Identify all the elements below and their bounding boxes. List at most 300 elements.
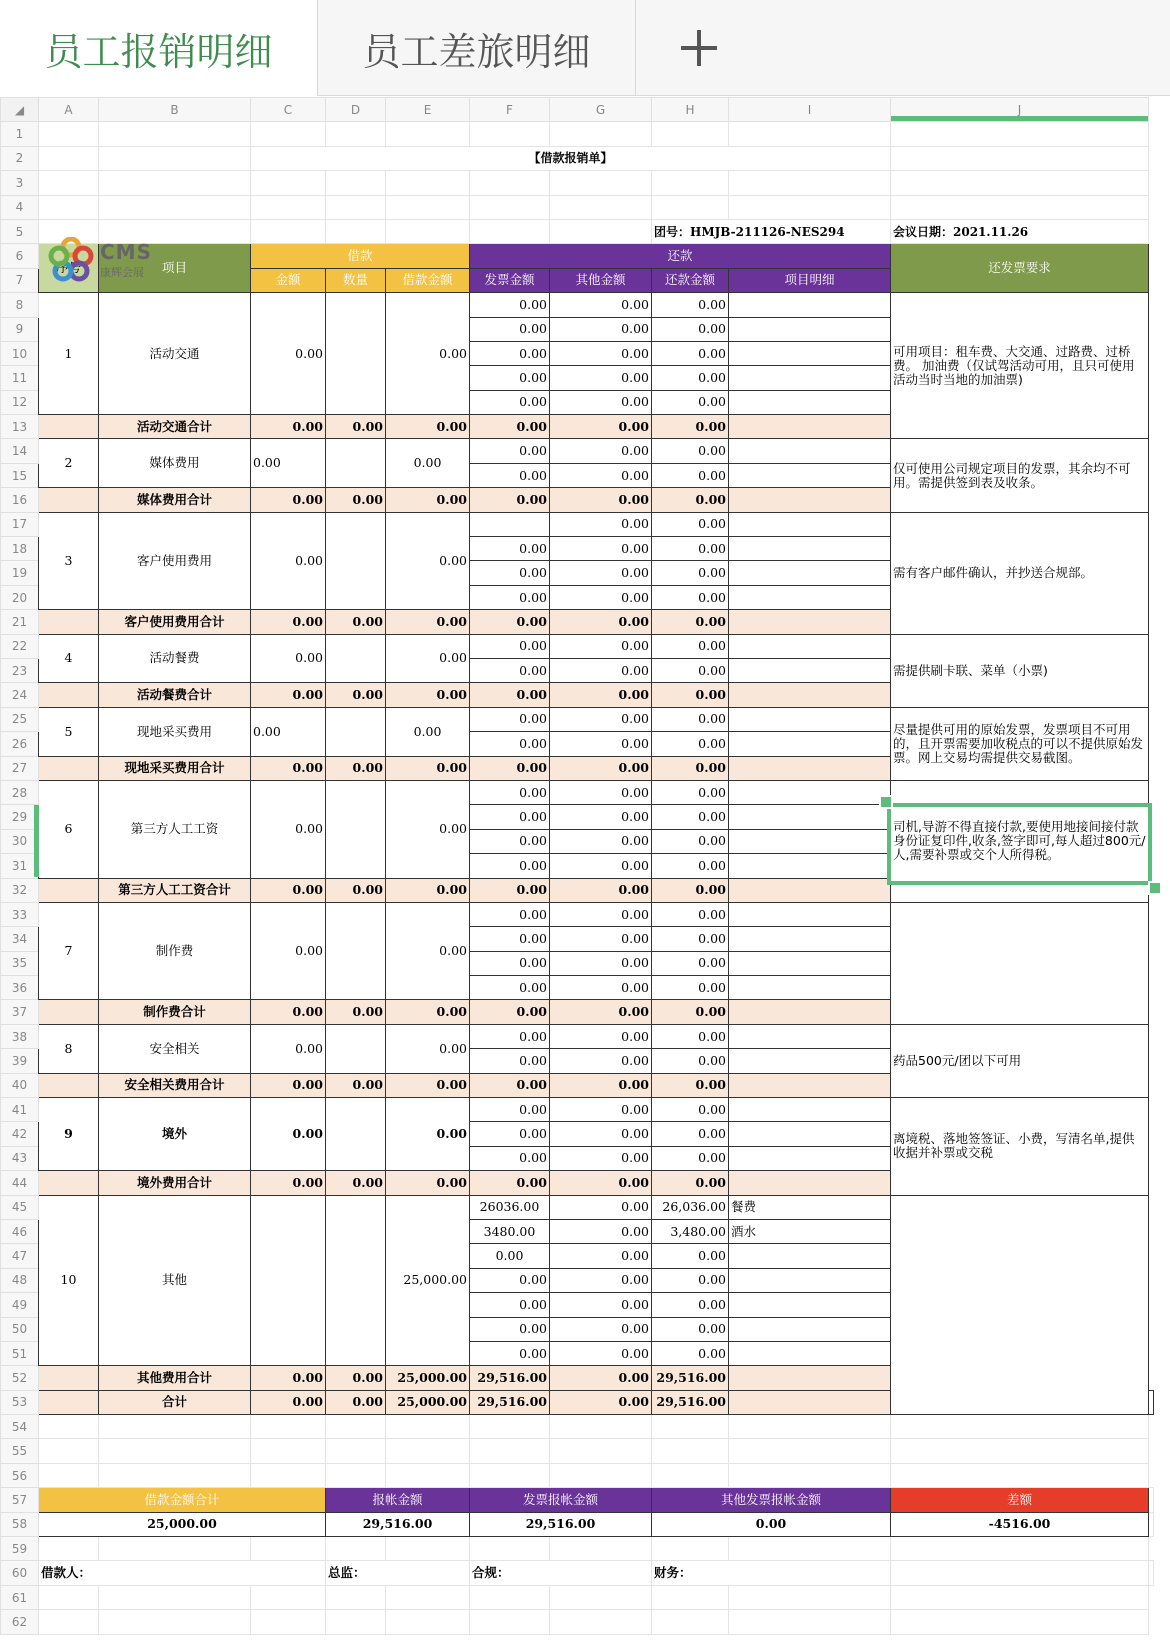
subtotal-value[interactable]: 0.00 <box>251 1000 326 1024</box>
other-amount[interactable]: 0.00 <box>550 732 652 756</box>
borrow-amount-cell[interactable]: 0.00 <box>251 293 326 415</box>
row-number[interactable]: 4 <box>1 195 39 219</box>
row-number[interactable]: 27 <box>1 756 39 780</box>
summary-invoice-header[interactable]: 发票报帐金额 <box>470 1488 652 1512</box>
repay-amount[interactable]: 3,480.00 <box>652 1219 729 1243</box>
cell[interactable] <box>729 1073 891 1097</box>
cell[interactable] <box>39 146 99 170</box>
cell[interactable] <box>729 1439 891 1463</box>
item-detail[interactable] <box>729 780 891 804</box>
row-number[interactable]: 23 <box>1 658 39 682</box>
subtotal-value[interactable]: 0.00 <box>652 610 729 634</box>
grand-total-value[interactable]: 29,516.00 <box>470 1390 550 1414</box>
invoice-amount[interactable]: 0.00 <box>470 1244 550 1268</box>
row-number[interactable]: 29 <box>1 805 39 829</box>
subtotal-label[interactable]: 客户使用费用合计 <box>99 610 251 634</box>
repay-amount[interactable]: 0.00 <box>652 976 729 1000</box>
row-number[interactable]: 41 <box>1 1098 39 1122</box>
item-detail[interactable] <box>729 463 891 487</box>
invoice-amount[interactable] <box>470 512 550 536</box>
invoice-amount[interactable]: 0.00 <box>470 439 550 463</box>
header-borrow[interactable]: 借款 <box>251 244 470 268</box>
column-header-F[interactable]: F <box>470 98 550 122</box>
cell[interactable] <box>729 415 891 439</box>
spreadsheet-grid[interactable] <box>0 97 1170 1646</box>
cell[interactable] <box>39 122 99 146</box>
cell[interactable] <box>39 1073 99 1097</box>
item-name[interactable]: 境外 <box>99 1098 251 1171</box>
other-amount[interactable]: 0.00 <box>550 561 652 585</box>
grand-total-label[interactable]: 合计 <box>99 1390 251 1414</box>
row-number[interactable]: 22 <box>1 634 39 658</box>
row-number[interactable]: 12 <box>1 390 39 414</box>
cell[interactable] <box>729 171 891 195</box>
item-seq[interactable]: 9 <box>39 1098 99 1171</box>
cell[interactable] <box>99 146 251 170</box>
cell[interactable] <box>729 1366 891 1390</box>
subtotal-value[interactable]: 0.00 <box>550 683 652 707</box>
subtotal-value[interactable]: 0.00 <box>251 1366 326 1390</box>
cell[interactable] <box>251 1585 326 1609</box>
summary-reimburse-header[interactable]: 报帐金额 <box>326 1488 470 1512</box>
repay-amount[interactable]: 0.00 <box>652 1317 729 1341</box>
borrow-amount-cell[interactable] <box>251 1195 326 1366</box>
repay-amount[interactable]: 0.00 <box>652 1122 729 1146</box>
cell[interactable] <box>652 1415 729 1439</box>
item-seq[interactable]: 6 <box>39 780 99 878</box>
column-header-J[interactable]: J <box>891 98 1149 122</box>
item-detail[interactable] <box>729 341 891 365</box>
cell[interactable] <box>891 1561 1149 1585</box>
row-number[interactable]: 46 <box>1 1219 39 1243</box>
subtotal-value[interactable]: 0.00 <box>470 488 550 512</box>
item-detail[interactable] <box>729 1146 891 1170</box>
header-item-detail[interactable]: 项目明细 <box>729 268 891 292</box>
subtotal-value[interactable]: 0.00 <box>550 415 652 439</box>
summary-other-invoice[interactable]: 0.00 <box>652 1512 891 1536</box>
row-number[interactable]: 6 <box>1 244 39 268</box>
add-sheet-button[interactable] <box>636 0 762 96</box>
cell[interactable] <box>470 1585 550 1609</box>
subtotal-value[interactable]: 0.00 <box>251 756 326 780</box>
subtotal-label[interactable]: 制作费合计 <box>99 1000 251 1024</box>
grand-total-value[interactable]: 0.00 <box>251 1390 326 1414</box>
item-detail[interactable] <box>729 390 891 414</box>
cell[interactable] <box>326 171 386 195</box>
quantity-cell[interactable] <box>326 1024 386 1073</box>
row-number[interactable]: 52 <box>1 1366 39 1390</box>
subtotal-value[interactable]: 0.00 <box>326 1000 386 1024</box>
column-header-A[interactable]: A <box>39 98 99 122</box>
invoice-amount[interactable]: 0.00 <box>470 902 550 926</box>
row-number[interactable]: 13 <box>1 415 39 439</box>
invoice-requirement-note[interactable]: 司机,导游不得直接付款,要使用地接间接付款身份证复印件,收条,签字即可,每人超过800元/人,需要补票或交个人所得税。 <box>891 780 1149 902</box>
invoice-requirement-note[interactable]: 药品500元/团以下可用 <box>891 1024 1149 1097</box>
column-header-C[interactable]: C <box>251 98 326 122</box>
subtotal-value[interactable]: 0.00 <box>550 1073 652 1097</box>
invoice-requirement-note[interactable]: 需提供刷卡联、菜单（小票) <box>891 634 1149 707</box>
subtotal-value[interactable]: 0.00 <box>251 683 326 707</box>
header-repay[interactable]: 还款 <box>470 244 891 268</box>
column-header-I[interactable]: I <box>729 98 891 122</box>
cell[interactable] <box>39 1585 99 1609</box>
other-amount[interactable]: 0.00 <box>550 1049 652 1073</box>
repay-amount[interactable]: 26,036.00 <box>652 1195 729 1219</box>
item-name[interactable]: 制作费 <box>99 902 251 1000</box>
item-detail[interactable] <box>729 707 891 731</box>
subtotal-value[interactable]: 0.00 <box>652 1171 729 1195</box>
cell[interactable] <box>251 195 326 219</box>
cell[interactable] <box>652 195 729 219</box>
row-number[interactable]: 9 <box>1 317 39 341</box>
grand-total-value[interactable]: 0.00 <box>550 1390 652 1414</box>
other-amount[interactable]: 0.00 <box>550 585 652 609</box>
row-number[interactable]: 48 <box>1 1268 39 1292</box>
row-number[interactable]: 34 <box>1 927 39 951</box>
item-detail[interactable] <box>729 293 891 317</box>
tab-employee-travel[interactable] <box>318 0 636 96</box>
row-number[interactable]: 19 <box>1 561 39 585</box>
subtotal-value[interactable]: 0.00 <box>652 488 729 512</box>
borrow-total-cell[interactable]: 0.00 <box>386 512 470 610</box>
item-name[interactable]: 活动餐费 <box>99 634 251 683</box>
row-number[interactable]: 32 <box>1 878 39 902</box>
repay-amount[interactable]: 0.00 <box>652 512 729 536</box>
row-number[interactable]: 15 <box>1 463 39 487</box>
cell[interactable] <box>550 1463 652 1487</box>
item-name[interactable]: 媒体费用 <box>99 439 251 488</box>
item-detail[interactable] <box>729 1049 891 1073</box>
row-number[interactable]: 24 <box>1 683 39 707</box>
item-detail[interactable] <box>729 1341 891 1365</box>
repay-amount[interactable]: 0.00 <box>652 317 729 341</box>
invoice-amount[interactable]: 0.00 <box>470 1024 550 1048</box>
invoice-requirement-note[interactable] <box>891 1195 1149 1415</box>
cell[interactable] <box>386 122 470 146</box>
subtotal-value[interactable]: 0.00 <box>652 683 729 707</box>
cell[interactable] <box>39 1366 99 1390</box>
invoice-requirement-note[interactable]: 离境税、落地签签证、小费，写清名单,提供收据并补票或交税 <box>891 1098 1149 1196</box>
summary-difference[interactable]: -4516.00 <box>891 1512 1149 1536</box>
borrow-amount-cell[interactable]: 0.00 <box>251 439 326 488</box>
row-number[interactable]: 10 <box>1 341 39 365</box>
item-detail[interactable]: 酒水 <box>729 1219 891 1243</box>
signature-compliance[interactable]: 合规： <box>470 1561 652 1585</box>
repay-amount[interactable]: 0.00 <box>652 366 729 390</box>
item-detail[interactable] <box>729 317 891 341</box>
repay-amount[interactable]: 0.00 <box>652 732 729 756</box>
invoice-amount[interactable]: 0.00 <box>470 1122 550 1146</box>
repay-amount[interactable]: 0.00 <box>652 854 729 878</box>
item-name[interactable]: 客户使用费用 <box>99 512 251 610</box>
other-amount[interactable]: 0.00 <box>550 1122 652 1146</box>
repay-amount[interactable]: 0.00 <box>652 829 729 853</box>
item-detail[interactable] <box>729 1122 891 1146</box>
select-all-corner[interactable]: ◢ <box>1 98 39 122</box>
cell[interactable] <box>251 1610 326 1634</box>
cell[interactable] <box>891 171 1149 195</box>
cell[interactable] <box>470 1463 550 1487</box>
row-number[interactable]: 28 <box>1 780 39 804</box>
item-seq[interactable]: 1 <box>39 293 99 415</box>
repay-amount[interactable]: 0.00 <box>652 1268 729 1292</box>
item-seq[interactable]: 7 <box>39 902 99 1000</box>
item-detail[interactable] <box>729 951 891 975</box>
invoice-amount[interactable]: 0.00 <box>470 293 550 317</box>
repay-amount[interactable]: 0.00 <box>652 1293 729 1317</box>
subtotal-value[interactable]: 0.00 <box>470 878 550 902</box>
row-number[interactable]: 61 <box>1 1585 39 1609</box>
cell[interactable] <box>729 610 891 634</box>
summary-difference-header[interactable]: 差额 <box>891 1488 1149 1512</box>
row-number[interactable]: 60 <box>1 1561 39 1585</box>
invoice-amount[interactable]: 0.00 <box>470 341 550 365</box>
signature-borrower[interactable]: 借款人： <box>39 1561 326 1585</box>
invoice-amount[interactable]: 0.00 <box>470 927 550 951</box>
other-amount[interactable]: 0.00 <box>550 366 652 390</box>
item-name[interactable]: 其他 <box>99 1195 251 1366</box>
cell[interactable] <box>39 171 99 195</box>
row-number[interactable]: 51 <box>1 1341 39 1365</box>
repay-amount[interactable]: 0.00 <box>652 439 729 463</box>
cell[interactable] <box>326 1463 386 1487</box>
row-number[interactable]: 18 <box>1 537 39 561</box>
invoice-amount[interactable]: 3480.00 <box>470 1219 550 1243</box>
other-amount[interactable]: 0.00 <box>550 854 652 878</box>
row-number[interactable]: 5 <box>1 219 39 243</box>
invoice-amount[interactable]: 0.00 <box>470 634 550 658</box>
cell[interactable] <box>729 756 891 780</box>
header-invoice-amount[interactable]: 发票金额 <box>470 268 550 292</box>
repay-amount[interactable]: 0.00 <box>652 390 729 414</box>
cell[interactable] <box>729 1390 891 1414</box>
row-number[interactable]: 7 <box>1 268 39 292</box>
header-other-amount[interactable]: 其他金额 <box>550 268 652 292</box>
quantity-cell[interactable] <box>326 293 386 415</box>
cell[interactable] <box>386 171 470 195</box>
item-seq[interactable]: 4 <box>39 634 99 683</box>
cell[interactable] <box>39 610 99 634</box>
cell[interactable] <box>891 1537 1149 1561</box>
cell[interactable] <box>39 415 99 439</box>
row-number[interactable]: 59 <box>1 1537 39 1561</box>
subtotal-value[interactable]: 0.00 <box>251 415 326 439</box>
subtotal-label[interactable]: 活动餐费合计 <box>99 683 251 707</box>
cell[interactable] <box>550 171 652 195</box>
subtotal-label[interactable]: 活动交通合计 <box>99 415 251 439</box>
cell[interactable] <box>891 1610 1149 1634</box>
row-number[interactable]: 36 <box>1 976 39 1000</box>
header-borrow-amount[interactable]: 借款金额 <box>386 268 470 292</box>
subtotal-value[interactable]: 0.00 <box>652 756 729 780</box>
invoice-amount[interactable]: 0.00 <box>470 854 550 878</box>
cell[interactable] <box>729 1585 891 1609</box>
cell[interactable] <box>652 1537 729 1561</box>
invoice-amount[interactable]: 0.00 <box>470 1341 550 1365</box>
invoice-amount[interactable]: 0.00 <box>470 1049 550 1073</box>
cell[interactable] <box>386 1585 470 1609</box>
cell[interactable] <box>251 1439 326 1463</box>
cell[interactable] <box>39 1415 99 1439</box>
item-detail[interactable] <box>729 585 891 609</box>
invoice-amount[interactable]: 0.00 <box>470 1098 550 1122</box>
item-detail[interactable] <box>729 366 891 390</box>
cell[interactable] <box>891 1439 1149 1463</box>
tab-employee-reimbursement[interactable] <box>0 0 318 96</box>
header-quantity[interactable]: 数量 <box>326 268 386 292</box>
cell[interactable] <box>729 1000 891 1024</box>
other-amount[interactable]: 0.00 <box>550 707 652 731</box>
subtotal-value[interactable]: 0.00 <box>251 488 326 512</box>
invoice-amount[interactable]: 0.00 <box>470 829 550 853</box>
cell[interactable] <box>99 1585 251 1609</box>
other-amount[interactable]: 0.00 <box>550 951 652 975</box>
cell[interactable] <box>99 171 251 195</box>
subtotal-value[interactable]: 0.00 <box>550 1000 652 1024</box>
invoice-requirement-note[interactable]: 尽量提供可用的原始发票，发票项目不可用的，且开票需要加收税点的可以不提供原始发票。网上交易均需提供交易截图。 <box>891 707 1149 780</box>
subtotal-value[interactable]: 0.00 <box>470 610 550 634</box>
cell[interactable] <box>39 1390 99 1414</box>
cell[interactable] <box>39 1610 99 1634</box>
borrow-amount-cell[interactable]: 0.00 <box>251 707 326 756</box>
other-amount[interactable]: 0.00 <box>550 293 652 317</box>
invoice-requirement-note[interactable]: 可用项目：租车费、大交通、过路费、过桥费。 加油费（仅试驾活动可用，且只可使用活动当时当地的加油票) <box>891 293 1149 439</box>
summary-borrow-total-header[interactable]: 借款金额合计 <box>39 1488 326 1512</box>
item-detail[interactable] <box>729 512 891 536</box>
cell[interactable] <box>470 1610 550 1634</box>
row-number[interactable]: 49 <box>1 1293 39 1317</box>
row-number[interactable]: 44 <box>1 1171 39 1195</box>
borrow-total-cell[interactable]: 0.00 <box>386 780 470 878</box>
row-number[interactable]: 1 <box>1 122 39 146</box>
cell[interactable] <box>652 1585 729 1609</box>
subtotal-value[interactable]: 0.00 <box>470 756 550 780</box>
subtotal-value[interactable]: 0.00 <box>251 610 326 634</box>
invoice-amount[interactable]: 0.00 <box>470 1293 550 1317</box>
cell[interactable] <box>1149 1390 1154 1414</box>
item-name[interactable]: 现地采买费用 <box>99 707 251 756</box>
cell[interactable] <box>386 1610 470 1634</box>
cell[interactable] <box>550 1585 652 1609</box>
row-number[interactable]: 55 <box>1 1439 39 1463</box>
cell[interactable] <box>251 1415 326 1439</box>
signature-director[interactable]: 总监： <box>326 1561 470 1585</box>
other-amount[interactable]: 0.00 <box>550 1268 652 1292</box>
row-number[interactable]: 57 <box>1 1488 39 1512</box>
quantity-cell[interactable] <box>326 780 386 878</box>
subtotal-label[interactable]: 境外费用合计 <box>99 1171 251 1195</box>
cell[interactable] <box>39 1171 99 1195</box>
row-number[interactable]: 53 <box>1 1390 39 1414</box>
cell[interactable] <box>251 122 326 146</box>
subtotal-value[interactable]: 0.00 <box>251 1073 326 1097</box>
quantity-cell[interactable] <box>326 1098 386 1171</box>
invoice-requirement-note[interactable]: 需有客户邮件确认，并抄送合规部。 <box>891 512 1149 634</box>
subtotal-value[interactable]: 0.00 <box>470 1000 550 1024</box>
grand-total-value[interactable]: 29,516.00 <box>652 1390 729 1414</box>
cell[interactable] <box>729 878 891 902</box>
invoice-amount[interactable]: 0.00 <box>470 1317 550 1341</box>
repay-amount[interactable]: 0.00 <box>652 537 729 561</box>
other-amount[interactable]: 0.00 <box>550 439 652 463</box>
group-number[interactable]: 团号：HMJB-211126-NES294 <box>652 219 891 243</box>
cell[interactable] <box>386 1415 470 1439</box>
item-detail[interactable] <box>729 805 891 829</box>
cell[interactable] <box>326 219 386 243</box>
grand-total-value[interactable]: 25,000.00 <box>386 1390 470 1414</box>
item-name[interactable]: 活动交通 <box>99 293 251 415</box>
other-amount[interactable]: 0.00 <box>550 1098 652 1122</box>
cell[interactable] <box>39 1000 99 1024</box>
cell[interactable] <box>39 683 99 707</box>
cell[interactable] <box>891 146 1149 170</box>
row-number[interactable]: 45 <box>1 1195 39 1219</box>
other-amount[interactable]: 0.00 <box>550 658 652 682</box>
item-detail[interactable] <box>729 829 891 853</box>
repay-amount[interactable]: 0.00 <box>652 658 729 682</box>
row-number[interactable]: 26 <box>1 732 39 756</box>
cell[interactable] <box>550 1537 652 1561</box>
subtotal-value[interactable]: 0.00 <box>326 488 386 512</box>
other-amount[interactable]: 0.00 <box>550 341 652 365</box>
invoice-amount[interactable]: 0.00 <box>470 805 550 829</box>
item-seq[interactable]: 2 <box>39 439 99 488</box>
repay-amount[interactable]: 0.00 <box>652 1098 729 1122</box>
item-detail[interactable] <box>729 1317 891 1341</box>
subtotal-label[interactable]: 其他费用合计 <box>99 1366 251 1390</box>
cell[interactable] <box>39 756 99 780</box>
subtotal-value[interactable]: 0.00 <box>550 488 652 512</box>
invoice-amount[interactable]: 0.00 <box>470 366 550 390</box>
cell[interactable] <box>470 1439 550 1463</box>
cell[interactable] <box>550 1610 652 1634</box>
subtotal-value[interactable]: 0.00 <box>386 1073 470 1097</box>
form-title[interactable]: 【借款报销单】 <box>251 146 891 170</box>
cell[interactable] <box>386 219 470 243</box>
cell[interactable] <box>470 1415 550 1439</box>
cell[interactable] <box>729 1610 891 1634</box>
column-header-H[interactable]: H <box>652 98 729 122</box>
item-detail[interactable] <box>729 854 891 878</box>
cell[interactable] <box>99 1439 251 1463</box>
subtotal-value[interactable]: 0.00 <box>326 415 386 439</box>
cell[interactable] <box>470 195 550 219</box>
other-amount[interactable]: 0.00 <box>550 805 652 829</box>
row-number[interactable]: 14 <box>1 439 39 463</box>
row-number[interactable]: 2 <box>1 146 39 170</box>
header-seq[interactable]: 序号 <box>39 244 99 293</box>
other-amount[interactable]: 0.00 <box>550 390 652 414</box>
item-detail[interactable] <box>729 902 891 926</box>
cell[interactable] <box>652 122 729 146</box>
row-number[interactable]: 25 <box>1 707 39 731</box>
row-number[interactable]: 17 <box>1 512 39 536</box>
cell[interactable] <box>99 1610 251 1634</box>
item-name[interactable]: 安全相关 <box>99 1024 251 1073</box>
cell[interactable] <box>326 1537 386 1561</box>
item-detail[interactable] <box>729 537 891 561</box>
item-detail[interactable] <box>729 1098 891 1122</box>
subtotal-value[interactable]: 0.00 <box>470 683 550 707</box>
row-number[interactable]: 3 <box>1 171 39 195</box>
cell[interactable] <box>1149 1488 1154 1512</box>
subtotal-value[interactable]: 0.00 <box>386 878 470 902</box>
cell[interactable] <box>1149 1561 1154 1585</box>
header-repay-amount[interactable]: 还款金额 <box>652 268 729 292</box>
item-seq[interactable]: 8 <box>39 1024 99 1073</box>
invoice-amount[interactable]: 26036.00 <box>470 1195 550 1219</box>
repay-amount[interactable]: 0.00 <box>652 707 729 731</box>
